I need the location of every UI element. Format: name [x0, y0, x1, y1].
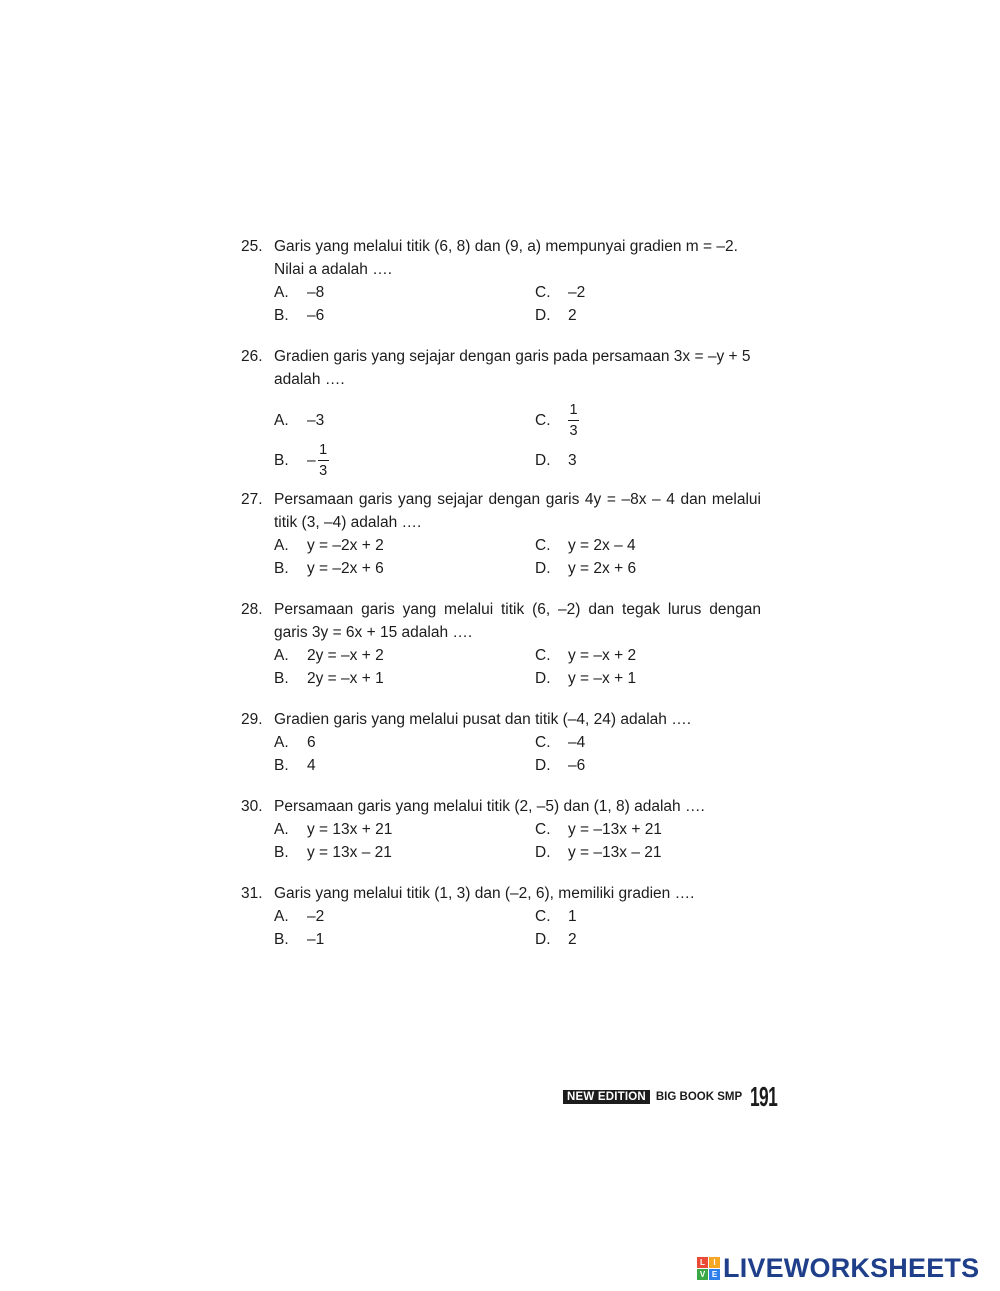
option-b[interactable]: B. 4	[274, 757, 316, 774]
option-a[interactable]: A. y = 13x + 21	[274, 821, 393, 838]
edition-badge: NEW EDITION	[563, 1090, 650, 1104]
question-25	[241, 235, 761, 327]
option-c[interactable]: C. y = –x + 2	[535, 647, 637, 664]
question-27	[241, 488, 761, 580]
option-d[interactable]: D. 3	[535, 452, 577, 469]
question-28	[241, 598, 761, 690]
option-b[interactable]: B. y = –2x + 6	[274, 560, 384, 577]
question-29	[241, 708, 761, 777]
option-c[interactable]: C. –2	[535, 284, 586, 301]
option-b[interactable]: B. y = 13x – 21	[274, 844, 392, 861]
book-title: BIG BOOK SMP	[655, 1091, 743, 1103]
options	[274, 818, 761, 864]
question-number: 31.	[241, 885, 263, 902]
question-number: 28.	[241, 601, 263, 618]
question-text: Gradien garis yang melalui pusat dan titik (–4, 24) adalah ….	[274, 711, 692, 728]
option-b[interactable]: B. –6	[274, 307, 325, 324]
logo-icon	[697, 1257, 720, 1280]
page-footer	[563, 1082, 794, 1112]
options	[274, 905, 761, 951]
options	[274, 644, 761, 690]
question-text-continued: adalah ….	[274, 371, 345, 388]
question-31	[241, 882, 761, 951]
logo-square-i: I	[709, 1257, 720, 1268]
option-a[interactable]: A. 2y = –x + 2	[274, 647, 384, 664]
fraction-one-third: $\frac{1}{3}$	[319, 442, 328, 479]
option-c[interactable]: C. y = 2x – 4	[535, 537, 636, 554]
question-26	[241, 345, 761, 481]
question-text-continued: Nilai a adalah ….	[274, 261, 393, 278]
question-text: Gradien garis yang sejajar dengan garis pada persamaan 3x = –y + 5	[274, 348, 751, 365]
option-a[interactable]: A. –2	[274, 908, 325, 925]
logo-square-v: V	[697, 1269, 708, 1280]
option-a[interactable]: A. –3	[274, 412, 325, 429]
option-d[interactable]: D. 2	[535, 307, 577, 324]
option-b[interactable]: B. 2y = –x + 1	[274, 670, 384, 687]
logo-text: LIVEWORKSHEETS	[723, 1252, 980, 1283]
question-text-continued: titik (3, –4) adalah ….	[274, 514, 422, 531]
page-number: 191	[750, 1081, 778, 1112]
option-d[interactable]: D. y = 2x + 6	[535, 560, 637, 577]
question-text: Garis yang melalui titik (6, 8) dan (9, a) mempunyai gradien m = –2.	[274, 238, 738, 255]
option-d[interactable]: D. y = –13x – 21	[535, 844, 662, 861]
option-b[interactable]: B. – $\frac{1}{3}$	[274, 442, 328, 479]
option-b[interactable]: B. –1	[274, 931, 325, 948]
option-c[interactable]: C. y = –13x + 21	[535, 821, 662, 838]
question-text: Persamaan garis yang melalui titik (6, –2) dan tegak lurus dengan	[274, 601, 761, 618]
question-text-continued: garis 3y = 6x + 15 adalah ….	[274, 624, 473, 641]
logo-square-e: E	[709, 1269, 720, 1280]
logo-square-l: L	[697, 1257, 708, 1268]
option-c[interactable]: C. –4	[535, 734, 586, 751]
option-c[interactable]: C. $\frac{1}{3}$	[535, 402, 578, 439]
option-d[interactable]: D. 2	[535, 931, 577, 948]
question-text: Persamaan garis yang sejajar dengan garis 4y = –8x – 4 dan melalui	[274, 491, 761, 508]
question-text: Persamaan garis yang melalui titik (2, –5) dan (1, 8) adalah ….	[274, 798, 705, 815]
option-a[interactable]: A. y = –2x + 2	[274, 537, 384, 554]
question-number: 26.	[241, 348, 263, 365]
options	[274, 401, 761, 481]
options	[274, 731, 761, 777]
liveworksheets-logo[interactable]	[697, 1252, 979, 1284]
options	[274, 281, 761, 327]
question-number: 30.	[241, 798, 263, 815]
option-a[interactable]: A. –8	[274, 284, 325, 301]
question-number: 27.	[241, 491, 263, 508]
option-a[interactable]: A. 6	[274, 734, 316, 751]
option-d[interactable]: D. y = –x + 1	[535, 670, 637, 687]
option-c[interactable]: C. 1	[535, 908, 577, 925]
question-text: Garis yang melalui titik (1, 3) dan (–2, 6), memiliki gradien ….	[274, 885, 695, 902]
question-number: 25.	[241, 238, 263, 255]
question-30	[241, 795, 761, 864]
question-number: 29.	[241, 711, 263, 728]
options	[274, 534, 761, 580]
option-d[interactable]: D. –6	[535, 757, 586, 774]
fraction-one-third: $\frac{1}{3}$	[569, 402, 578, 439]
